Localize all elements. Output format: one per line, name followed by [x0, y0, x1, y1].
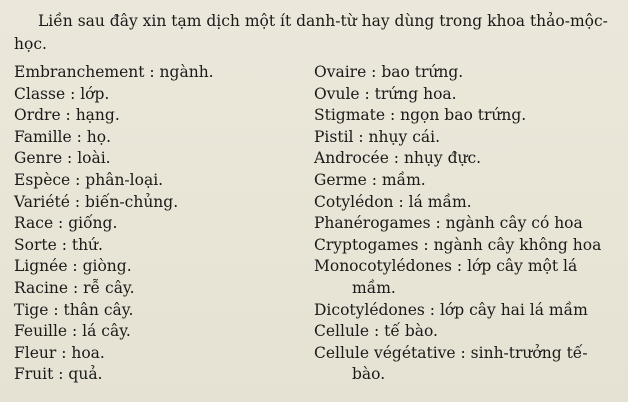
glossary-entry: Sorte : thứ. — [14, 235, 103, 254]
glossary-entry: Ovaire : bao trứng. — [314, 63, 464, 81]
glossary-entry: Cellule végétative : sinh-trưởng tế- — [314, 343, 588, 362]
glossary-entry: Espèce : phân-loại. — [14, 170, 164, 189]
intro-paragraph: Liền sau đây xin tạm dịch một ít danh-từ hay dùng trong khoa thảo-mộc-học. — [14, 12, 608, 53]
glossary-entry: Classe : lớp. — [14, 84, 110, 103]
glossary-entry-continuation: bào. — [352, 365, 386, 384]
glossary-entry: Dicotylédones : lớp cây hai lá mầm — [314, 300, 588, 319]
glossary-entry: Monocotylédones : lớp cây một lá — [314, 257, 578, 276]
glossary-entry: Androcée : nhụy đực. — [314, 149, 482, 168]
glossary-entry: Racine : rễ cây. — [14, 278, 135, 297]
glossary-entry: Ovule : trứng hoa. — [314, 84, 457, 103]
glossary-entry: Cellule : tế bào. — [314, 322, 438, 341]
glossary-entry: Cryptogames : ngành cây không hoa — [314, 235, 602, 254]
glossary-entry: Fruit : quả. — [14, 365, 103, 384]
glossary-entry: Germe : mầm. — [314, 170, 426, 189]
glossary-entry: Lignée : giòng. — [14, 257, 132, 276]
glossary-entry: Ordre : hạng. — [14, 106, 120, 125]
glossary-entry: Embranchement : ngành. — [14, 63, 214, 81]
glossary-entry: Race : giống. — [14, 214, 118, 233]
glossary-entry: Famille : họ. — [14, 127, 112, 146]
glossary-entry: Genre : loài. — [14, 149, 111, 168]
glossary-entry: Stigmate : ngọn bao trứng. — [314, 106, 527, 125]
glossary-entry: Cotylédon : lá mầm. — [314, 192, 472, 211]
glossary-entry-continuation: mầm. — [352, 278, 396, 297]
glossary-entry: Phanérogames : ngành cây có hoa — [314, 214, 583, 233]
glossary-entry: Feuille : lá cây. — [14, 322, 131, 341]
glossary-left-column — [14, 62, 314, 386]
glossary-right-column — [314, 62, 614, 386]
glossary-entry: Tige : thân cây. — [14, 300, 134, 319]
glossary — [14, 62, 614, 386]
glossary-entry: Variété : biến-chủng. — [14, 192, 179, 211]
glossary-entry: Pistil : nhụy cái. — [314, 127, 440, 146]
glossary-entry: Fleur : hoa. — [14, 343, 105, 362]
